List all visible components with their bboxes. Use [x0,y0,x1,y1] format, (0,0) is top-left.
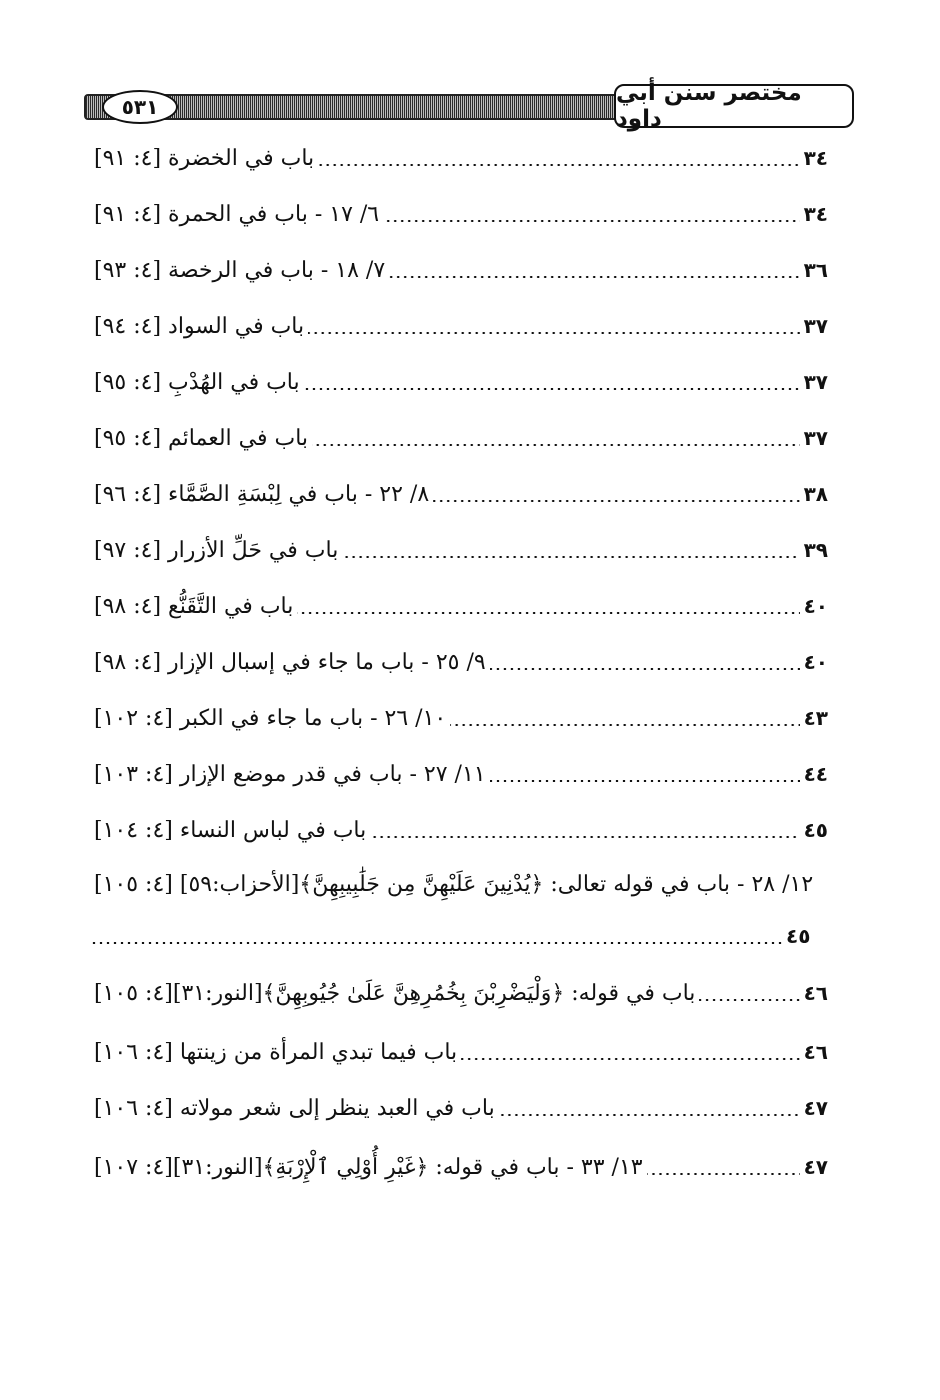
entry-page: ٣٨ [803,482,828,506]
leader-dots [370,836,799,838]
entry-label: ١٠/ ٢٦ - باب ما جاء في الكبر [٤: ١٠٢] [94,705,447,731]
leader-dots [342,556,799,558]
toc-entry [88,522,828,578]
toc-entry [88,354,828,410]
toc-entry [88,802,828,858]
entry-page: ٤٦ [803,981,828,1005]
leader-dots [92,942,782,944]
entry-label: باب في السواد [٤: ٩٤] [94,313,305,339]
leader-dots [308,332,799,334]
entry-label: باب فيما تبدي المرأة من زينتها [٤: ١٠٦] [94,1039,458,1065]
entry-label: ١١/ ٢٧ - باب في قدر موضع الإزار [٤: ١٠٣] [94,761,486,787]
entry-label: ٦/ ١٧ - باب في الحمرة [٤: ٩١] [94,201,380,227]
toc-entry [88,1024,828,1080]
leader-dots [304,388,800,390]
entry-label: ٨/ ٢٢ - باب في لِبْسَةِ الصَّمَّاء [٤: ٩٦] [94,481,430,507]
page-number: ٥٣١ [102,90,178,124]
entry-page: ٣٤ [803,146,828,170]
entry-page: ٤٣ [803,706,828,730]
entry-page: ٣٧ [803,314,828,338]
entry-page: ٤٧ [803,1096,828,1120]
toc-entry [88,634,828,690]
entry-label: باب في الخضرة [٤: ٩١] [94,145,315,171]
toc-entry [88,1080,828,1136]
leader-dots [433,500,799,502]
toc-entry [88,578,828,634]
entry-page: ٣٧ [803,426,828,450]
entry-page: ٤٥ [786,924,811,948]
entry-label: باب في العبد ينظر إلى شعر مولاته [٤: ١٠٦] [94,1095,495,1121]
entry-label: باب في الهُدْبِ [٤: ٩٥] [94,369,300,395]
leader-dots [297,612,799,614]
entry-page: ٤٥ [803,818,828,842]
toc-entry [88,130,828,186]
entry-page: ٣٤ [803,202,828,226]
toc-entry-continuation [88,910,828,962]
toc-entry [88,962,828,1024]
table-of-contents [88,130,828,1198]
toc-entry [88,746,828,802]
leader-dots [490,780,800,782]
entry-label: ١٢/ ٢٨ - باب في قوله تعالى: ﴿يُدْنِينَ عَلَيْهِنَّ مِن جَلَٰبِيبِهِنَّ﴾[الأحزاب:٥٩] [٤: ١٠٥] [94,871,814,897]
entry-page: ٤٠ [803,594,828,618]
entry-page: ٣٧ [803,370,828,394]
entry-label: ٧/ ١٨ - باب في الرخصة [٤: ٩٣] [94,257,386,283]
entry-page: ٤٤ [803,762,828,786]
toc-entry [88,186,828,242]
leader-dots [647,1173,800,1175]
leader-dots [461,1058,799,1060]
entry-page: ٤٠ [803,650,828,674]
entry-label: باب في التَّقَنُّع [٤: ٩٨] [94,593,294,619]
toc-entry [88,242,828,298]
entry-label: ٩/ ٢٥ - باب ما جاء في إسبال الإزار [٤: ٩٨] [94,649,486,675]
entry-label: باب في العمائم [٤: ٩٥] [94,425,309,451]
toc-entry [88,298,828,354]
leader-dots [318,164,799,166]
entry-label: باب في لباس النساء [٤: ١٠٤] [94,817,367,843]
page-header [84,80,854,132]
entry-label: باب في قوله: ﴿وَلْيَضْرِبْنَ بِخُمُرِهِنَّ عَلَىٰ جُيُوبِهِنَّ﴾[النور:٣١][٤: ١٠٥] [94,980,696,1006]
toc-entry [88,858,828,910]
leader-dots [383,220,799,222]
toc-entry [88,466,828,522]
entry-page: ٣٦ [803,258,828,282]
leader-dots [312,444,800,446]
entry-label: باب في حَلِّ الأزرار [٤: ٩٧] [94,537,339,563]
toc-entry [88,410,828,466]
toc-entry [88,1136,828,1198]
entry-page: ٤٦ [803,1040,828,1064]
entry-page: ٣٩ [803,538,828,562]
book-title: مختصر سنن أبي داود [614,84,854,128]
leader-dots [490,668,800,670]
leader-dots [699,999,799,1001]
toc-entry [88,690,828,746]
entry-label: ١٣/ ٣٣ - باب في قوله: ﴿غَيْرِ أُوْلِي ٱلْإِرْبَةِ﴾[النور:٣١][٤: ١٠٧] [94,1154,643,1180]
entry-page: ٤٧ [803,1155,828,1179]
leader-dots [450,724,799,726]
leader-dots [499,1114,800,1116]
leader-dots [389,276,799,278]
